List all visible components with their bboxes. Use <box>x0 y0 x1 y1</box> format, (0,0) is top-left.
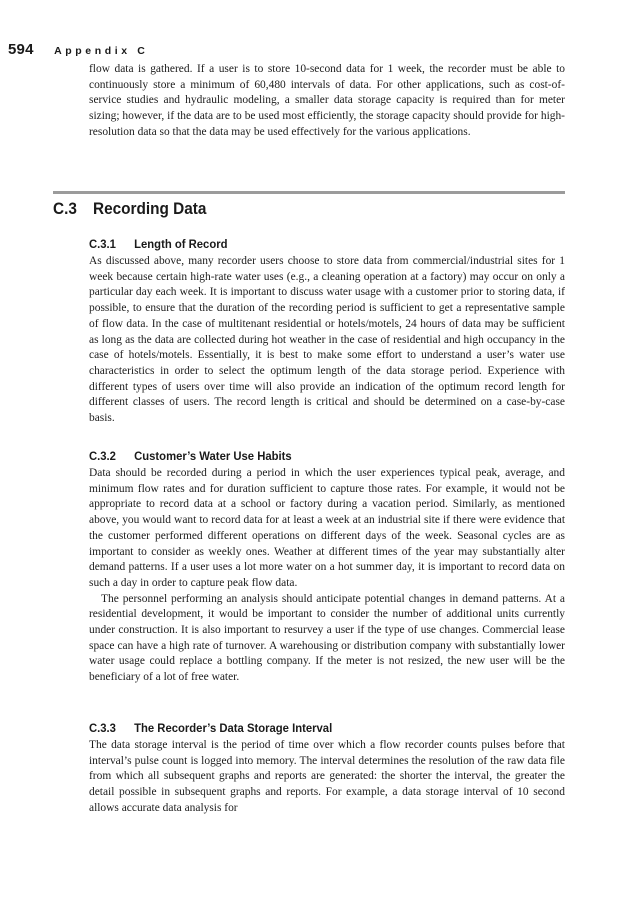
subsection-heading <box>89 448 536 465</box>
paragraph: The personnel performing an analysis should anticipate potential changes in demand patterns. At a residential development, it would be important to consider the number of additional units currently under construction. It is also important to resurvey a user if the type of use changes. Commercial lease space can have a high rate of turnover. A warehousing or distribution company with substantially lower water usage could replace a bottling company. If the meter is not resized, the new user will be the beneficiary of a lot of free water. <box>89 592 565 684</box>
running-title: Appendix C <box>54 45 149 57</box>
page-number: 594 <box>8 41 34 58</box>
subsection-length-of-record <box>89 236 565 427</box>
section-number: C.3 <box>53 200 77 218</box>
section-heading <box>53 200 206 219</box>
subsection-heading <box>89 236 536 253</box>
subsection-number: C.3.1 <box>89 237 116 251</box>
section-title: Recording Data <box>92 200 207 218</box>
subsection-number: C.3.3 <box>89 721 116 735</box>
subsection-title: Customer’s Water Use Habits <box>134 449 292 463</box>
subsection-data-storage-interval <box>89 720 565 817</box>
running-head <box>8 41 148 61</box>
subsection-water-use-habits <box>89 448 565 686</box>
subsection-title: Length of Record <box>134 237 228 251</box>
paragraph: As discussed above, many recorder users choose to store data from commercial/industrial sites for 1 week because certain high-rate water uses (e.g., a cleaning operation at a factory) may occur on only a particular day each week. It is important to discuss water usage with a customer prior to storing data, if possible, to ensure that the duration of the recording period is sufficient to get a representative sample of flow data. In the case of multitenant residential or hotels/motels, 24 hours of data may be sufficient as long as the data are collected during hot weather in the case of residential and high occupancy in the case of hotels/motels. Essentially, it is best to make some effort to understand a user’s water use characteristics in order to select the optimum length of the data storage period. Experience with different types of users over time will also provide an indication of the optimum record length for different classes of users. The record length is critical and should be determined on a case-by-case basis. <box>89 255 565 425</box>
intro-paragraph <box>89 62 565 141</box>
paragraph: flow data is gathered. If a user is to store 10-second data for 1 week, the recorder must be able to continuously store a minimum of 60,480 intervals of data. For other applications, such as cost-of-service studies and hydraulic modeling, a smaller data storage capacity is required than for meter sizing; however, if the data are to be used most efficiently, the storage capacity should provide for high-resolution data so that the data may be used effectively for the various applications. <box>89 63 565 138</box>
paragraph: Data should be recorded during a period in which the user experiences typical peak, average, and minimum flow rates and for duration sufficient to capture those rates. For example, it would not be appropriate to record data at a school or factory during a vacation period. Similarly, as mentioned above, you would want to record data for at least a week at an industrial site if there were evidence that the customer performed different operations on different days of the week. Seasonal cycles are as important to consider as weekly ones. Weather at different times of the year may substantially alter demand patterns. If a user uses a lot more water on a hot summer day, it is important to record data on such a day in order to capture peak flow data. <box>89 467 565 589</box>
subsection-title: The Recorder’s Data Storage Interval <box>134 721 333 735</box>
subsection-heading <box>89 720 536 737</box>
section-divider <box>53 191 565 194</box>
paragraph: The data storage interval is the period of time over which a flow recorder counts pulses before that interval’s pulse count is logged into memory. The interval determines the resolution of the raw data file from which all subsequent graphs and reports are generated: the shorter the interval, the greater the detail possible in subsequent graphs and reports. For example, a data storage interval of 10 second allows accurate data analysis for <box>89 739 565 814</box>
subsection-number: C.3.2 <box>89 449 116 463</box>
